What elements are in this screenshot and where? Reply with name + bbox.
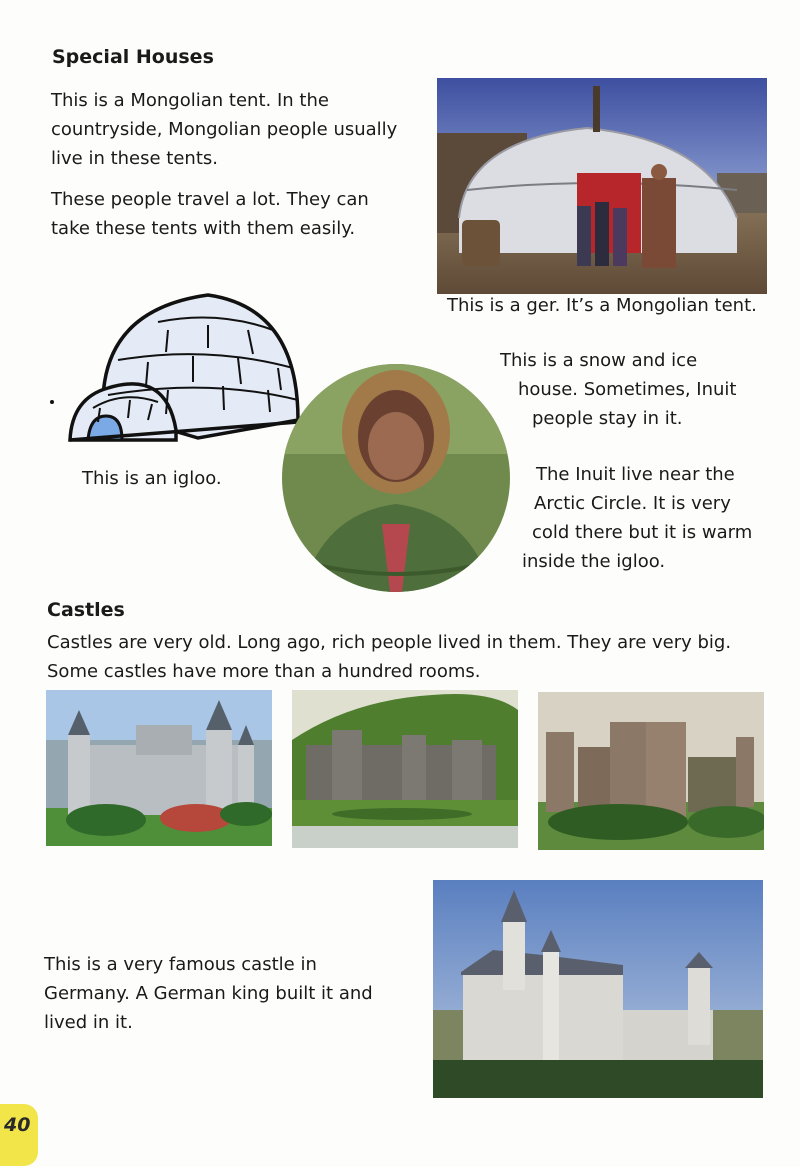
- text-line: The Inuit live near the: [536, 464, 735, 485]
- section-heading-special-houses: Special Houses: [52, 46, 214, 68]
- text-line: house. Sometimes, Inuit: [518, 379, 737, 400]
- castle-photo-2: [292, 690, 518, 848]
- text-line: Castles are very old. Long ago, rich people lived in them. They are very big.: [47, 632, 732, 653]
- igloo-caption: This is an igloo.: [82, 468, 222, 489]
- mongolian-tent-paragraph: [51, 86, 431, 173]
- text-line: This is a Mongolian tent. In the: [51, 90, 329, 111]
- page-number-badge: [0, 1104, 38, 1166]
- text-line: cold there but it is warm: [532, 522, 753, 543]
- ger-photo: [437, 78, 767, 294]
- section-heading-castles: Castles: [47, 599, 125, 621]
- snow-house-paragraph: [500, 346, 790, 433]
- castle-photo-3: [538, 692, 764, 850]
- text-line: This is a very famous castle in: [44, 954, 317, 975]
- igloo-illustration: [48, 290, 304, 450]
- travel-paragraph: [51, 185, 431, 243]
- ger-caption: This is a ger. It’s a Mongolian tent.: [447, 295, 757, 316]
- castles-intro-paragraph: [47, 628, 787, 686]
- text-line: Arctic Circle. It is very: [534, 493, 731, 514]
- page-number: 40: [4, 1114, 31, 1136]
- text-line: countryside, Mongolian people usually: [51, 119, 398, 140]
- text-line: live in these tents.: [51, 148, 218, 169]
- text-line: This is a snow and ice: [500, 350, 698, 371]
- text-line: Some castles have more than a hundred rooms.: [47, 661, 481, 682]
- text-line: These people travel a lot. They can: [51, 189, 369, 210]
- text-line: take these tents with them easily.: [51, 218, 356, 239]
- text-line: people stay in it.: [532, 408, 683, 429]
- text-line: lived in it.: [44, 1012, 133, 1033]
- inuit-paragraph: [522, 460, 792, 576]
- text-line: Germany. A German king built it and: [44, 983, 373, 1004]
- inuit-person-photo: [282, 364, 510, 592]
- germany-castle-paragraph: [44, 950, 434, 1037]
- german-castle-photo: [433, 880, 763, 1098]
- text-line: inside the igloo.: [522, 551, 666, 572]
- castle-photo-1: [46, 690, 272, 846]
